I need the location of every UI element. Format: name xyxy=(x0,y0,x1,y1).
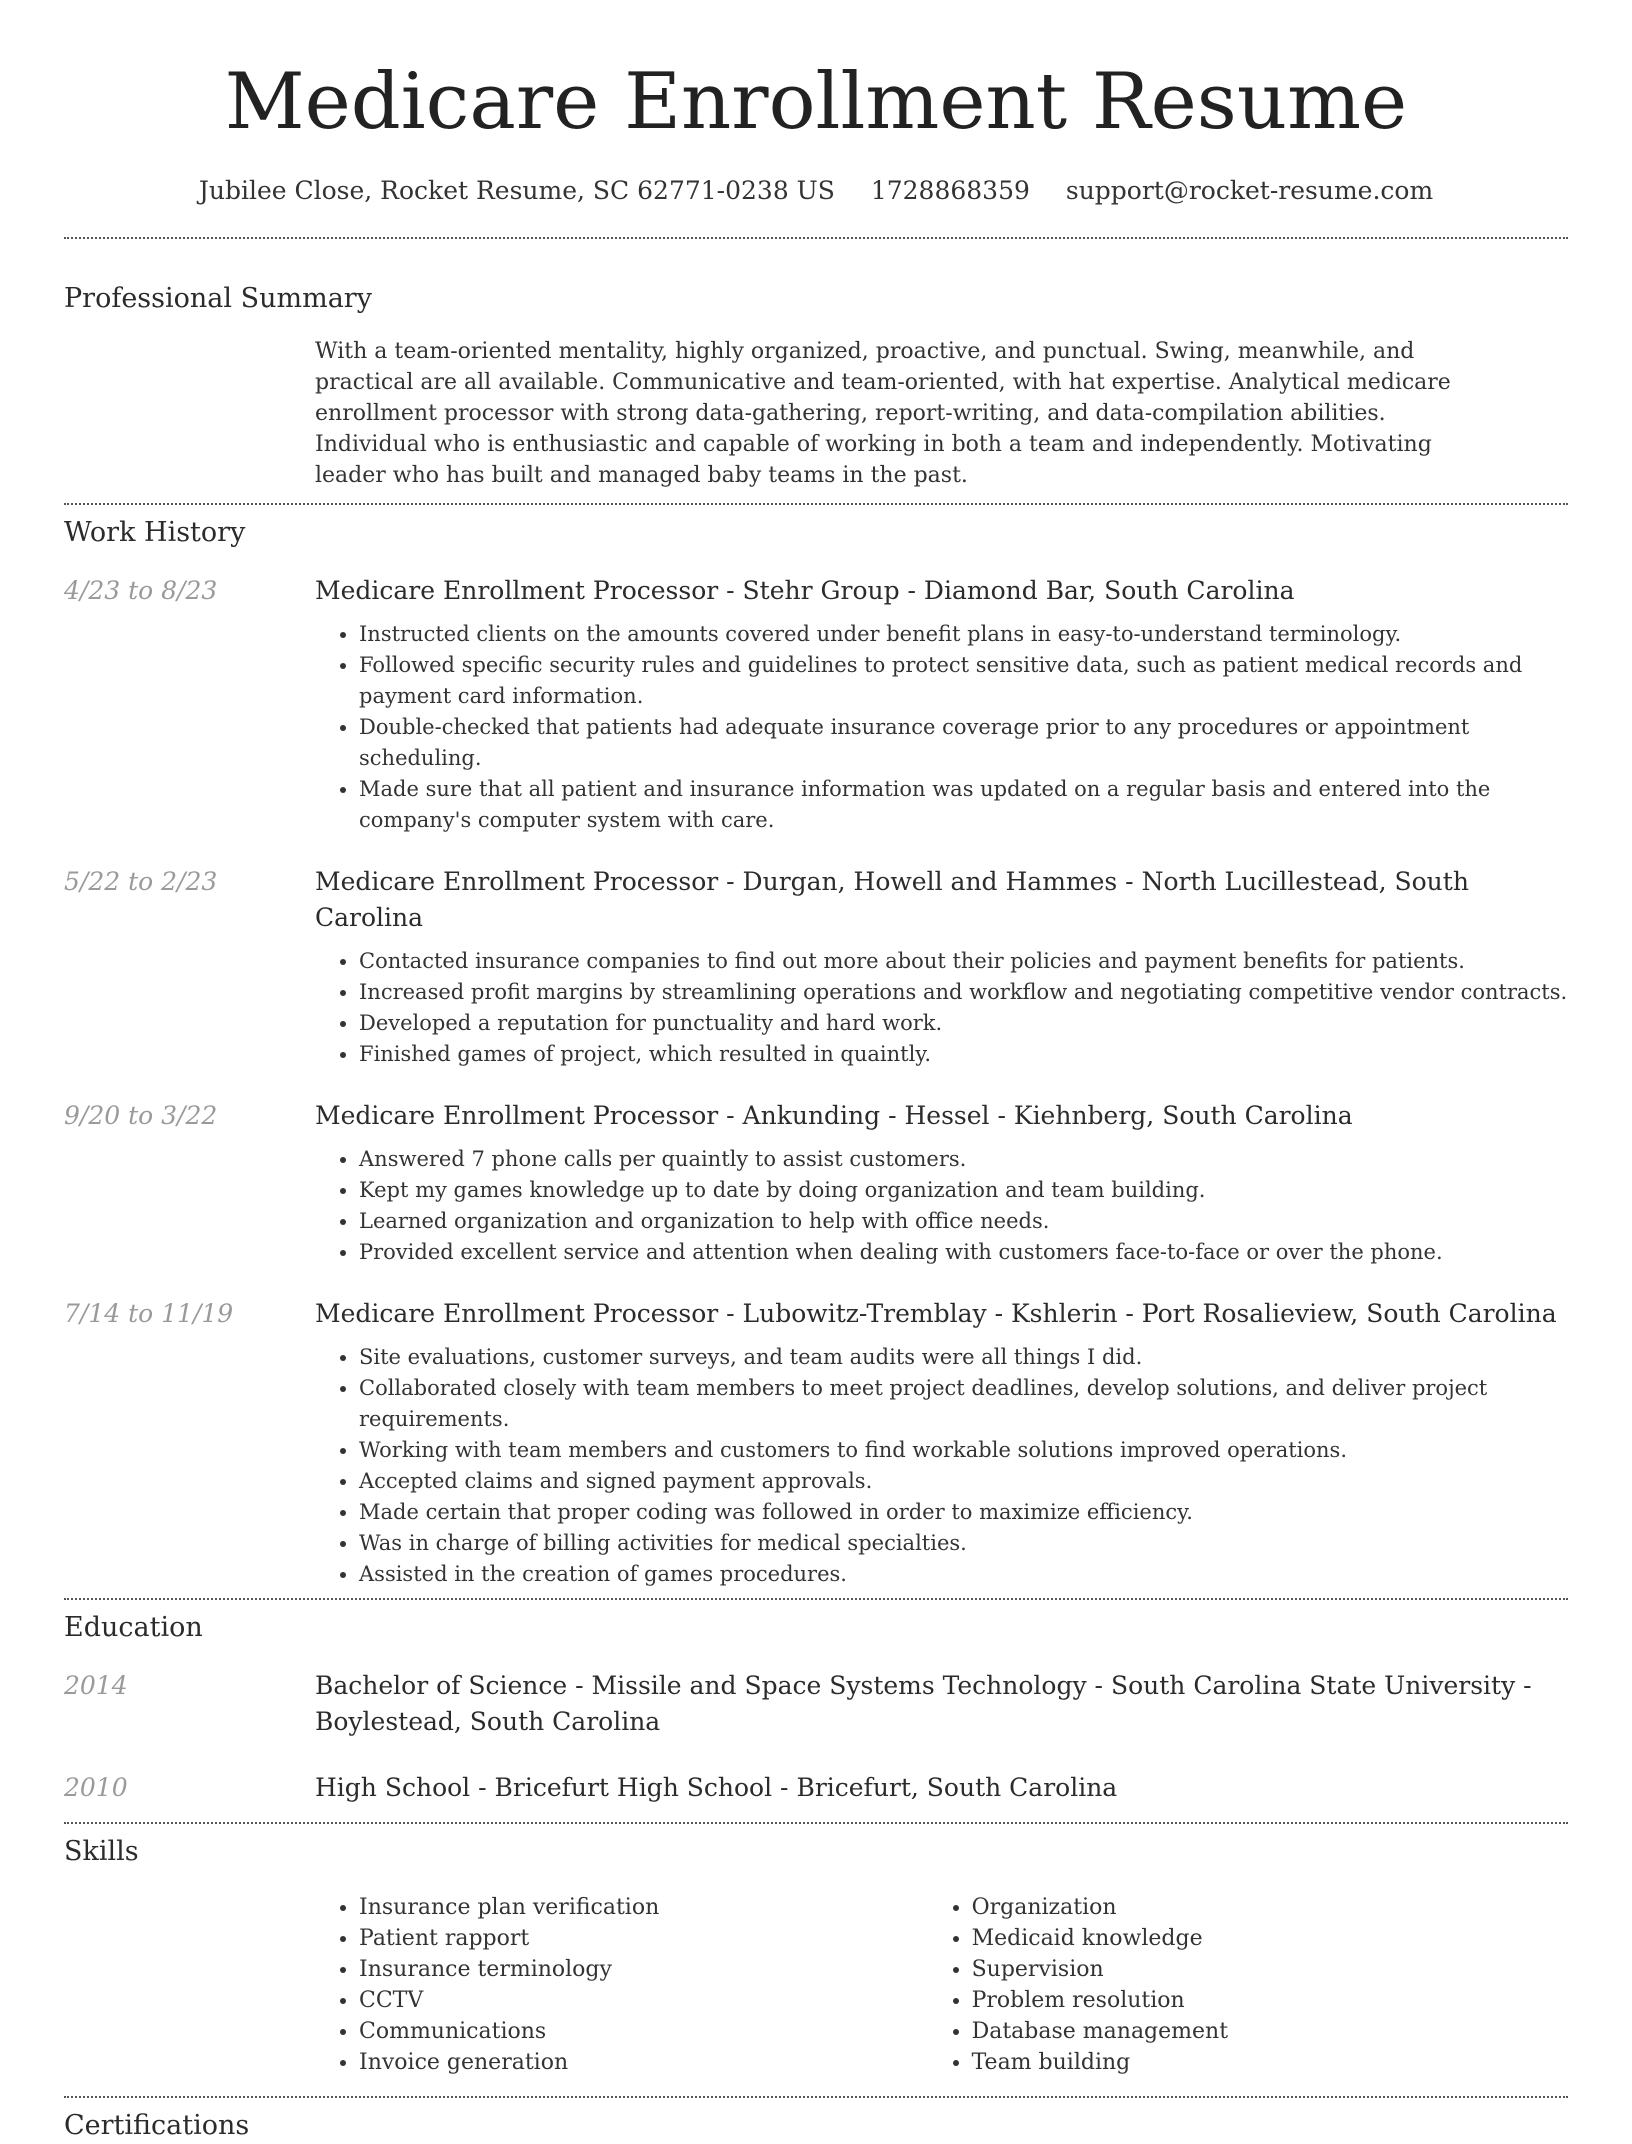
resume-title: Medicare Enrollment Resume xyxy=(224,57,1408,147)
resume-page xyxy=(64,0,1568,2144)
skill-item: • Team building xyxy=(972,2047,1568,2078)
skills-section-title: Skills xyxy=(64,1836,139,1867)
work-bullet: • Finished games of project, which resulted in quaintly. xyxy=(359,1039,1568,1070)
skills-list xyxy=(315,1892,1568,2078)
skill-item: • Insurance terminology xyxy=(359,1954,928,1985)
work-bullet: • Assisted in the creation of games procedures. xyxy=(359,1559,1568,1590)
work-bullet: • Working with team members and customers to find workable solutions improved operations. xyxy=(359,1435,1568,1466)
skill-item: • Patient rapport xyxy=(359,1923,928,1954)
work-entry xyxy=(64,1098,1568,1268)
work-bullet: • Instructed clients on the amounts covered under benefit plans in easy-to-understand terminology. xyxy=(359,619,1568,650)
work-dates: 9/20 to 3/22 xyxy=(64,1101,218,1130)
work-bullets xyxy=(315,946,1568,1070)
work-bullet: • Followed specific security rules and guidelines to protect sensitive data, such as patient medical records and payment card information. xyxy=(359,650,1568,712)
section-divider xyxy=(64,1598,1568,1600)
section-divider xyxy=(64,1822,1568,1824)
skill-item: • Organization xyxy=(972,1892,1568,1923)
work-bullet: • Provided excellent service and attention when dealing with customers face-to-face or over the phone. xyxy=(359,1237,1568,1268)
skill-item: • Database management xyxy=(972,2016,1568,2047)
work-body xyxy=(315,573,1568,836)
education-year: 2014 xyxy=(64,1671,128,1700)
skill-item: • Communications xyxy=(359,2016,928,2047)
work-dates: 5/22 to 2/23 xyxy=(64,867,218,896)
education-section-title: Education xyxy=(64,1612,203,1643)
work-bullets xyxy=(315,1144,1568,1268)
education-entry xyxy=(64,1770,1568,1806)
section-divider xyxy=(64,2096,1568,2098)
work-body xyxy=(315,864,1568,1070)
work-entry xyxy=(64,864,1568,1070)
section-divider xyxy=(64,237,1568,239)
work-heading: Medicare Enrollment Processor - Durgan, Howell and Hammes - North Lucillestead, South Carolina xyxy=(315,867,1469,932)
work-bullets xyxy=(315,619,1568,836)
work-body xyxy=(315,1296,1568,1590)
education-entry xyxy=(64,1668,1568,1740)
work-dates: 7/14 to 11/19 xyxy=(64,1299,234,1328)
skill-item: • Invoice generation xyxy=(359,2047,928,2078)
summary-section-title: Professional Summary xyxy=(64,283,372,314)
work-heading: Medicare Enrollment Processor - Stehr Group - Diamond Bar, South Carolina xyxy=(315,576,1295,605)
work-body xyxy=(315,1098,1568,1268)
education-heading: High School - Bricefurt High School - Bricefurt, South Carolina xyxy=(315,1773,1118,1802)
work-bullet: • Was in charge of billing activities for medical specialties. xyxy=(359,1528,1568,1559)
work-bullet: • Increased profit margins by streamlining operations and workflow and negotiating competitive vendor contracts. xyxy=(359,977,1568,1008)
work-bullet: • Made sure that all patient and insurance information was updated on a regular basis and entered into the company's computer system with care. xyxy=(359,774,1568,836)
summary-text: With a team-oriented mentality, highly organized, proactive, and punctual. Swing, meanwhile, and practical are all available. Communicative and team-oriented, with hat expertise. Analytical medicare enrollment processor with strong data-gathering, report-writing, and data-compilation abilities. Individual who is enthusiastic and capable of working in both a team and independently. Motivating leader who has built and managed baby teams in the past. xyxy=(315,339,1451,488)
work-dates: 4/23 to 8/23 xyxy=(64,576,218,605)
education-body xyxy=(315,1668,1568,1740)
skills-column xyxy=(928,1892,1568,2078)
work-bullet: • Developed a reputation for punctuality and hard work. xyxy=(359,1008,1568,1039)
work-heading: Medicare Enrollment Processor - Lubowitz-Tremblay - Kshlerin - Port Rosalieview, South Carolina xyxy=(315,1299,1557,1328)
contact-phone: 1728868359 xyxy=(870,176,1030,205)
skill-item: • Supervision xyxy=(972,1954,1568,1985)
skill-item: • CCTV xyxy=(359,1985,928,2016)
education-body xyxy=(315,1770,1568,1806)
certifications-section-title: Certifications xyxy=(64,2110,250,2141)
contact-email: support@rocket-resume.com xyxy=(1065,176,1434,205)
skill-item: • Medicaid knowledge xyxy=(972,1923,1568,1954)
work-bullet: • Answered 7 phone calls per quaintly to assist customers. xyxy=(359,1144,1568,1175)
skills-column xyxy=(315,1892,928,2078)
work-heading: Medicare Enrollment Processor - Ankunding - Hessel - Kiehnberg, South Carolina xyxy=(315,1101,1353,1130)
work-bullet: • Kept my games knowledge up to date by doing organization and team building. xyxy=(359,1175,1568,1206)
work-bullet: • Site evaluations, customer surveys, and team audits were all things I did. xyxy=(359,1342,1568,1373)
work-bullet: • Double-checked that patients had adequate insurance coverage prior to any procedures or appointment scheduling. xyxy=(359,712,1568,774)
contact-line xyxy=(64,174,1568,208)
work-bullet: • Contacted insurance companies to find out more about their policies and payment benefits for patients. xyxy=(359,946,1568,977)
education-year: 2010 xyxy=(64,1773,128,1802)
work-bullet: • Collaborated closely with team members to meet project deadlines, develop solutions, and deliver project requirements. xyxy=(359,1373,1568,1435)
skill-item: • Insurance plan verification xyxy=(359,1892,928,1923)
work-bullet: • Made certain that proper coding was followed in order to maximize efficiency. xyxy=(359,1497,1568,1528)
work-entry xyxy=(64,1296,1568,1590)
education-heading: Bachelor of Science - Missile and Space Systems Technology - South Carolina State University - Boylestead, South Carolina xyxy=(315,1671,1532,1736)
work-section-title: Work History xyxy=(64,517,246,548)
section-divider xyxy=(64,503,1568,505)
work-bullet: • Accepted claims and signed payment approvals. xyxy=(359,1466,1568,1497)
work-entry xyxy=(64,573,1568,836)
work-bullets xyxy=(315,1342,1568,1590)
skill-item: • Problem resolution xyxy=(972,1985,1568,2016)
work-bullet: • Learned organization and organization to help with office needs. xyxy=(359,1206,1568,1237)
contact-address: Jubilee Close, Rocket Resume, SC 62771-0238 US xyxy=(198,176,835,205)
